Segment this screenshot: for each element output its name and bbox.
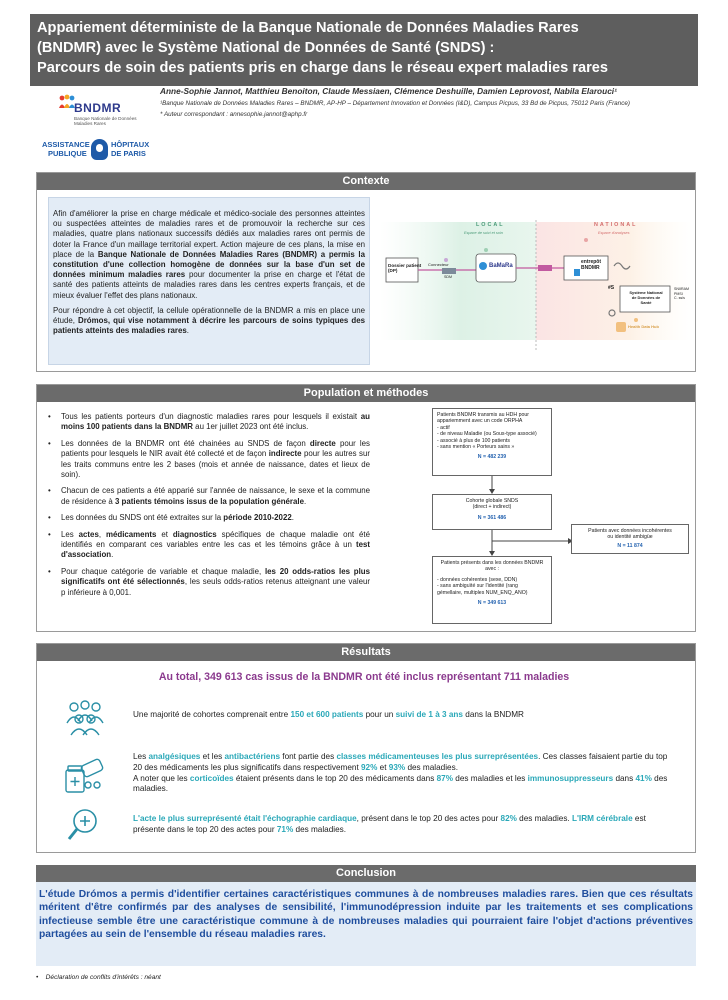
list-item: • Chacun de ces patients a été apparié sur l'année de naissance, le sexe et la commune de résidence à 3 patients témoins issus de la population générale. (48, 486, 370, 507)
section-title: Population et méthodes (37, 385, 695, 402)
flow-box-cohorte-snds: Cohorte globale SNDS (direct + indirect) N = 361 486 (432, 494, 552, 530)
sdm-label: SDM (444, 275, 452, 279)
count: N = 11 874 (617, 542, 643, 549)
section-conclusion (36, 865, 696, 882)
connecteur-label: Connecteur (428, 262, 449, 267)
list-item: • Pour chaque catégorie de variable et chaque maladie, les 20 odds-ratios les plus significatifs ont été sélectionnés, les seuls odds-ratios retenus atteignant une valeur p inférieure à 0,001. (48, 567, 370, 598)
list-item: • Tous les patients porteurs d'un diagnostic maladies rares pour lesquels il existait au moins 100 patients dans la BNDMR au 1er juillet 2023 ont été inclus. (48, 412, 370, 433)
data-flow-diagram (376, 210, 696, 360)
flow-box-incoherentes: Patients avec données incohérentes ou identité ambigüe N = 11 874 (571, 524, 689, 554)
result-cohorts: Une majorité de cohortes comprenait entre 150 et 600 patients pour un suivi de 1 à 3 ans dans la BNDMR (133, 710, 524, 719)
title-line: Parcours de soin des patients pris en charge dans le réseau expert maladies rares (37, 60, 609, 76)
footnote: • Déclaration de conflits d'intérêts : néant (36, 974, 161, 981)
patients-group-icon (64, 697, 106, 737)
conclusion-text: L'étude Drómos a permis d'identifier certaines caractéristiques communes à de nombreuses maladies rares. Bien que ces résultats méritent d'être confirmés par des analyses de sensibilité, l'immunodépression induite par les traitements et ses complications infectieuse semble être une caractéristique commune à de nombreuses maladies qui pourraient faire l'objet d'actions préventives partagées au sein de l'ensemble du réseau maladies rares. (36, 882, 696, 966)
aphp-text: HÔPITAUX (111, 140, 150, 149)
snds-sources: SNIIRAM PMSI C. ss/s (674, 287, 689, 301)
entrepot-label: entrepôt BNDMR (581, 259, 601, 271)
bndmr-logo (58, 90, 158, 134)
methods-list (48, 412, 370, 604)
title-line: (BNDMR) avec le Système National de Données de Santé (SNDS) : (37, 40, 495, 56)
sha-label: #S (608, 285, 615, 291)
results-headline: Au total, 349 613 cas issus de la BNDMR ont été inclus représentant 711 maladies (158, 671, 570, 683)
poster-title-banner (30, 14, 698, 86)
count: N = 361 486 (477, 514, 507, 521)
contexte-paragraph: Pour répondre à cet objectif, la cellule opérationnelle de la BNDMR a mis en place une étude, Drómos, qui vise notamment à décrire les parcours de soins typiques des patients atteints des maladies rares. (53, 305, 365, 336)
flow-box-patients-presents: Patients présents dans les données BNDMR avec : - données cohérentes (sexe, DDN) - sans ambiguïté sur l'identité (rang gémellaire, multiples NUM_ENQ_ANO) N = 349 613 (432, 556, 552, 624)
national-sublabel: Espace d'analyses (598, 231, 630, 235)
section-title: Résultats (37, 644, 695, 661)
affiliation: ¹Banque Nationale de Données Maladies Rares – BNDMR, AP-HP – Département Innovation et Données (I&D), Campus Picpus, 33 Bd de Picpus, 75012 Paris (France) (160, 100, 630, 107)
local-label: LOCAL (476, 222, 505, 228)
national-zone (536, 222, 692, 340)
section-title: Conclusion (336, 867, 396, 879)
result-medications: Les analgésiques et les antibactériens font partie des classes médicamenteuses les plus surreprésentées. Ces classes faisaient partie du top 20 des médicaments les plus significatifs dans respectivement 92% et 93% des maladies. A noter que les corticoïdes étaient présents dans le top 20 des médicaments dans 87% des maladies et les immunosuppresseurs dans 41% des maladies. (133, 752, 668, 794)
corresponding-author: * Auteur correspondant : annesophie.jannot@aphp.fr (160, 111, 308, 118)
flow-box-patients-transmis: Patients BNDMR transmis au HDH pour appariemment avec un code ORPHA - actif - de niveau Maladie (ou Sous-type associé) - associé à plus de 100 patients - sans mention « Porteurs sains » N = 482 239 (432, 408, 552, 476)
aphp-text: DE PARIS (111, 149, 146, 158)
count: N = 482 239 (477, 454, 507, 461)
medication-icon (62, 758, 106, 794)
title-line: Appariement déterministe de la Banque Nationale de Données Maladies Rares (37, 20, 579, 36)
list-item: • Les actes, médicaments et diagnostics spécifiques de chaque maladie ont été identifiés en comparant ces variables entre les cas et les témoins grâce à un test d'association. (48, 530, 370, 561)
dossier-label: Dossier patient (DP) (388, 263, 422, 274)
aphp-emblem-icon (91, 139, 108, 160)
aphp-text: ASSISTANCE (42, 140, 90, 149)
contexte-text (48, 197, 370, 365)
contexte-paragraph: Afin d'améliorer la prise en charge médicale et médico-sociale des personnes atteintes ou suspectées atteintes de maladies rares et de promouvoir la recherche sur ces maladies, quatre plans nationaux successifs dédiés aux maladies rares ont permis de doter la France d'un maillage territorial expert. Action majeure de ces plans, la mise en place de la Banque Nationale de Données Maladies Rares (BNDMR) a permis la constitution d'une collection homogène de données sur la base d'un set de données minimum maladies rares pour documenter la prise en charge et l'état de santé des patients atteints de maladies rares dans les centres experts français, et de mieux évaluer l'effet des plans nationaux. (53, 209, 365, 300)
hdh-icon (616, 322, 626, 332)
authors: Anne-Sophie Jannot, Matthieu Benoiton, Claude Messiaen, Clémence Deshuille, Damien Leprovost, Nabila Elarouci¹ (160, 86, 617, 96)
medical-search-icon (66, 806, 102, 846)
section-title: Contexte (37, 173, 695, 190)
bamara-label: BaMaRa (489, 263, 513, 269)
list-item: • Les données de la BNDMR ont été chainées au SNDS de façon directe pour les patients pour lesquels le NIR avait été collecté et de façon indirecte pour les autres sur les traits communs entre les 2 bases (mois et année de naissance, dates et lieux de soin). (48, 439, 370, 481)
national-label: NATIONAL (594, 222, 638, 228)
bndmr-subtitle: Banque Nationale de Données Maladies Rares (74, 116, 137, 127)
result-acts: L'acte le plus surreprésenté était l'échographie cardiaque, présent dans le top 20 des actes pour 82% des maladies. L'IRM cérébrale est présente dans le top 20 des actes pour 71% des maladies. (133, 814, 646, 834)
bndmr-wordmark: BNDMR (74, 101, 122, 115)
aphp-text: PUBLIQUE (48, 149, 87, 158)
local-sublabel: Espace de suivi et soin (464, 231, 503, 235)
snds-label: Système National de Données de Santé (629, 290, 663, 305)
hdh-label: Health Data Hub (628, 324, 659, 329)
count: N = 349 613 (477, 600, 507, 607)
aphp-logo (42, 138, 158, 164)
list-item: • Les données du SNDS ont été extraites sur la période 2010-2022. (48, 513, 370, 523)
